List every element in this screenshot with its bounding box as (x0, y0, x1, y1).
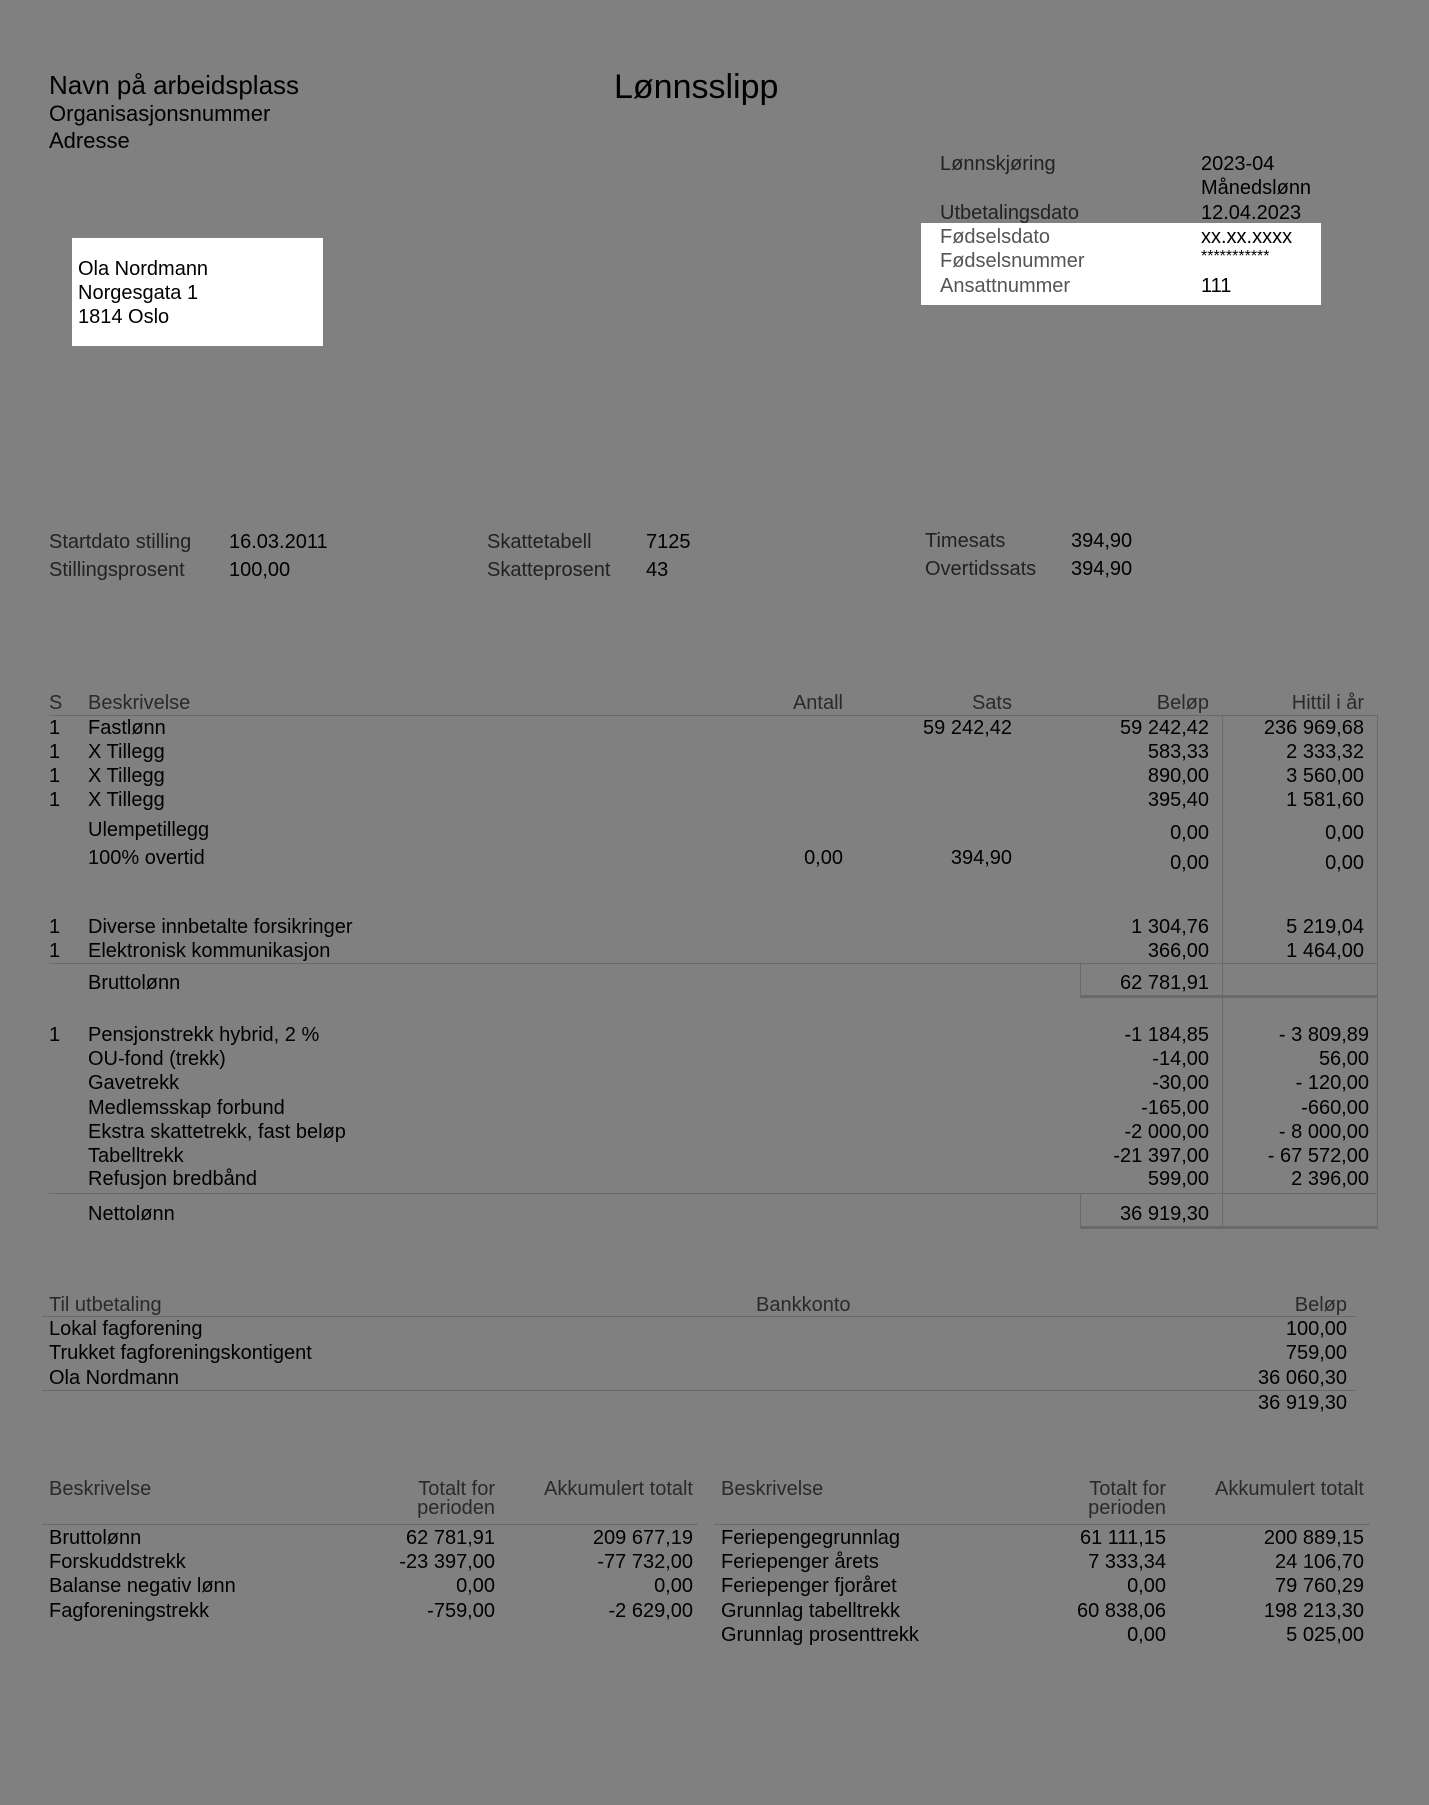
empno-value: 111 (1201, 275, 1232, 297)
net-value: 36 919,30 (1120, 1203, 1209, 1225)
summary-right-desc: Feriepenger fjoråret (721, 1575, 897, 1597)
run-label: Lønnskjøring (940, 153, 1056, 175)
taxpct-value: 43 (646, 559, 669, 581)
summary-left-header-desc: Beskrivelse (49, 1478, 152, 1500)
pct-label: Stillingsprosent (49, 559, 185, 581)
col-header-s: S (49, 692, 63, 714)
line-desc: X Tillegg (88, 741, 165, 763)
col-header-ytd: Hittil i år (1291, 692, 1364, 714)
payout-amount: 100,00 (1285, 1318, 1347, 1340)
line-desc: Diverse innbetalte forsikringer (88, 916, 353, 938)
summary-left-accum: -77 732,00 (597, 1551, 693, 1573)
line-amount: 0,00 (1170, 852, 1209, 874)
line-s: 1 (49, 940, 61, 962)
line-desc: OU-fond (trekk) (88, 1048, 226, 1070)
summary-left-period: 62 781,91 (406, 1527, 495, 1549)
line-ytd: - 3 809,89 (1278, 1024, 1369, 1046)
rule-line (42, 1390, 1355, 1391)
line-desc: Ekstra skattetrekk, fast beløp (88, 1121, 346, 1143)
rule-line (49, 963, 1378, 964)
birthdate-value: xx.xx.xxxx (1201, 226, 1293, 248)
line-desc: Refusjon bredbånd (88, 1168, 258, 1190)
rule-line (49, 1193, 1378, 1194)
line-s: 1 (49, 1024, 61, 1046)
run-type: Månedslønn (1201, 177, 1312, 199)
summary-right-accum: 79 760,29 (1275, 1575, 1364, 1597)
payout-header-amount: Beløp (1294, 1294, 1347, 1316)
summary-left-header-period: perioden (417, 1497, 495, 1519)
summary-right-accum: 24 106,70 (1275, 1551, 1364, 1573)
line-rate: 59 242,42 (923, 717, 1012, 739)
start-label: Startdato stilling (49, 531, 192, 553)
overtime-label: Overtidssats (925, 558, 1037, 580)
column-divider (1377, 715, 1378, 1226)
line-desc: Fastlønn (88, 717, 166, 739)
payout-header-account: Bankkonto (756, 1294, 851, 1316)
line-amount: 395,40 (1147, 789, 1209, 811)
pct-value: 100,00 (229, 559, 291, 581)
line-amount: -21 397,00 (1113, 1145, 1209, 1167)
line-desc: Pensjonstrekk hybrid, 2 % (88, 1024, 320, 1046)
line-desc: Elektronisk kommunikasjon (88, 940, 331, 962)
summary-right-desc: Grunnlag prosenttrekk (721, 1624, 919, 1646)
rule-line (42, 1524, 698, 1525)
start-value: 16.03.2011 (229, 531, 328, 553)
line-amount: -2 000,00 (1124, 1121, 1209, 1143)
line-s: 1 (49, 741, 61, 763)
line-s: 1 (49, 717, 61, 739)
payout-amount: 36 060,30 (1258, 1367, 1347, 1389)
line-ytd: 3 560,00 (1286, 765, 1364, 787)
gross-value: 62 781,91 (1120, 972, 1209, 994)
taxpct-label: Skatteprosent (487, 559, 611, 581)
payout-to: Ola Nordmann (49, 1367, 180, 1389)
line-amount: 0,00 (1170, 822, 1209, 844)
summary-left-period: -759,00 (427, 1600, 495, 1622)
hourly-value: 394,90 (1071, 530, 1133, 552)
line-ytd: - 67 572,00 (1267, 1145, 1369, 1167)
rule-line (49, 715, 1378, 716)
recipient-name: Ola Nordmann (78, 258, 209, 280)
line-ytd: 236 969,68 (1263, 717, 1364, 739)
summary-left-accum: 209 677,19 (592, 1527, 693, 1549)
line-desc: Ulempetillegg (88, 819, 210, 841)
line-amount: 890,00 (1147, 765, 1209, 787)
taxtable-value: 7125 (646, 531, 691, 553)
summary-left-accum: -2 629,00 (608, 1600, 693, 1622)
column-divider (1080, 1193, 1081, 1226)
summary-left-desc: Fagforeningstrekk (49, 1600, 210, 1622)
summary-left-period: 0,00 (456, 1575, 495, 1597)
summary-right-header-period: perioden (1088, 1497, 1166, 1519)
gross-label: Bruttolønn (88, 972, 181, 994)
recipient-box (72, 238, 323, 346)
summary-left-desc: Forskuddstrekk (49, 1551, 186, 1573)
line-ytd: 5 219,04 (1286, 916, 1364, 938)
line-ytd: 2 333,32 (1286, 741, 1364, 763)
summary-right-period: 0,00 (1127, 1624, 1166, 1646)
hourly-label: Timesats (925, 530, 1006, 552)
summary-right-accum: 200 889,15 (1263, 1527, 1364, 1549)
line-amount: -1 184,85 (1124, 1024, 1209, 1046)
line-ytd: 2 396,00 (1291, 1168, 1369, 1190)
summary-right-header-desc: Beskrivelse (721, 1478, 824, 1500)
line-desc: Medlemsskap forbund (88, 1097, 285, 1119)
line-amount: 366,00 (1147, 940, 1209, 962)
line-amount: 59 242,42 (1120, 717, 1209, 739)
summary-left-desc: Bruttolønn (49, 1527, 142, 1549)
summary-left-header-period: Totalt for (418, 1478, 495, 1500)
summary-right-desc: Grunnlag tabelltrekk (721, 1600, 900, 1622)
summary-right-header-period: Totalt for (1089, 1478, 1166, 1500)
summary-left-accum: 0,00 (654, 1575, 693, 1597)
summary-right-period: 0,00 (1127, 1575, 1166, 1597)
col-header-desc: Beskrivelse (88, 692, 191, 714)
net-label: Nettolønn (88, 1203, 175, 1225)
line-amount: 599,00 (1147, 1168, 1209, 1190)
line-ytd: - 8 000,00 (1278, 1121, 1369, 1143)
col-header-rate: Sats (971, 692, 1012, 714)
summary-right-desc: Feriepenger årets (721, 1551, 879, 1573)
line-amount: 583,33 (1147, 741, 1209, 763)
col-header-qty: Antall (792, 692, 843, 714)
employer-name: Navn på arbeidsplass (49, 70, 300, 100)
line-ytd: 0,00 (1325, 852, 1364, 874)
line-rate: 394,90 (950, 847, 1012, 869)
rule-line (714, 1524, 1370, 1525)
line-amount: -30,00 (1152, 1072, 1209, 1094)
line-amount: -14,00 (1152, 1048, 1209, 1070)
rule-line (42, 1316, 1355, 1317)
line-desc: X Tillegg (88, 789, 165, 811)
paydate-value: 12.04.2023 (1201, 202, 1302, 224)
line-desc: Tabelltrekk (88, 1145, 184, 1167)
line-amount: 1 304,76 (1131, 916, 1209, 938)
recipient-city: 1814 Oslo (78, 306, 170, 328)
page-title: Lønnsslipp (614, 68, 779, 106)
line-ytd: 1 581,60 (1286, 789, 1364, 811)
line-desc: X Tillegg (88, 765, 165, 787)
col-header-amount: Beløp (1156, 692, 1209, 714)
payout-amount: 759,00 (1285, 1342, 1347, 1364)
employer-address: Adresse (49, 128, 130, 153)
line-s: 1 (49, 789, 61, 811)
paydate-label: Utbetalingsdato (940, 202, 1079, 224)
column-divider (1222, 715, 1223, 1226)
summary-right-accum: 198 213,30 (1263, 1600, 1364, 1622)
birthdate-label: Fødselsdato (940, 226, 1051, 248)
ssn-value: *********** (1201, 248, 1270, 265)
employer-org: Organisasjonsnummer (49, 101, 271, 126)
overtime-value: 394,90 (1071, 558, 1133, 580)
line-desc: Gavetrekk (88, 1072, 180, 1094)
payout-header-to: Til utbetaling (49, 1294, 162, 1316)
payout-to: Trukket fagforeningskontigent (49, 1342, 312, 1364)
taxtable-label: Skattetabell (487, 531, 592, 553)
summary-left-period: -23 397,00 (399, 1551, 495, 1573)
summary-left-desc: Balanse negativ lønn (49, 1575, 236, 1597)
summary-right-header-accum: Akkumulert totalt (1215, 1478, 1364, 1500)
line-amount: -165,00 (1141, 1097, 1209, 1119)
run-value: 2023-04 (1201, 153, 1275, 175)
recipient-street: Norgesgata 1 (78, 282, 199, 304)
line-s: 1 (49, 765, 61, 787)
line-ytd: 0,00 (1325, 822, 1364, 844)
line-s: 1 (49, 916, 61, 938)
ssn-label: Fødselsnummer (940, 250, 1085, 272)
line-ytd: -660,00 (1301, 1097, 1369, 1119)
summary-right-period: 7 333,34 (1088, 1551, 1166, 1573)
payout-total: 36 919,30 (1258, 1392, 1347, 1414)
empno-label: Ansattnummer (940, 275, 1071, 297)
line-ytd: 56,00 (1318, 1048, 1369, 1070)
summary-right-desc: Feriepengegrunnlag (721, 1527, 901, 1549)
net-underline (1080, 1226, 1378, 1229)
gross-underline (1080, 995, 1378, 998)
line-qty: 0,00 (804, 847, 843, 869)
summary-right-period: 61 111,15 (1079, 1527, 1166, 1549)
summary-right-accum: 5 025,00 (1286, 1624, 1364, 1646)
line-desc: 100% overtid (88, 847, 205, 869)
line-ytd: - 120,00 (1295, 1072, 1369, 1094)
summary-left-header-accum: Akkumulert totalt (544, 1478, 693, 1500)
column-divider (1080, 963, 1081, 995)
line-ytd: 1 464,00 (1286, 940, 1364, 962)
payout-to: Lokal fagforening (49, 1318, 203, 1340)
summary-right-period: 60 838,06 (1077, 1600, 1166, 1622)
